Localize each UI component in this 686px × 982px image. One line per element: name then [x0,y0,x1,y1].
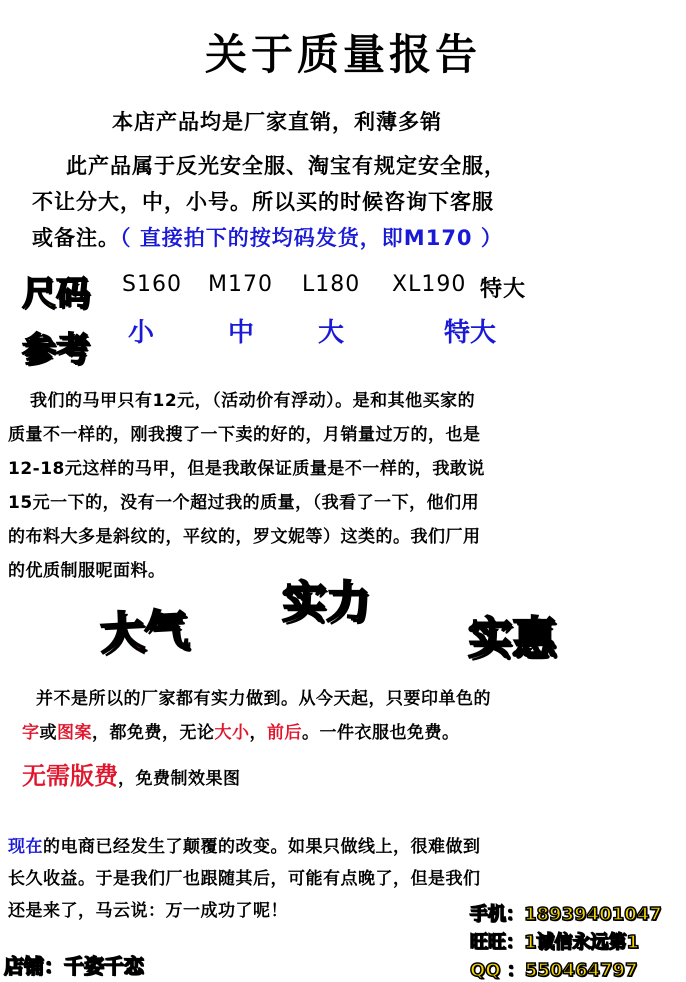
intro-note: （ 直接拍下的按均码发货，即M170 ） [120,226,503,250]
page-title: 关于质量报告 [204,30,481,79]
closing-line-3: 还是来了，马云说：万一成功了呢！ [8,901,288,921]
body-line: 15元一下的，没有一个超过我的质量，（我看了一下，他们用 [8,493,480,513]
intro-line-2: 此产品属于反光安全服、淘宝有规定安全服， [66,154,506,178]
contact-wangwang: 旺旺：1诚信永远第1 [470,932,640,953]
size-label: 尺码 [22,274,90,314]
print-line-2 [22,718,460,743]
print-line-1: 并不是所以的厂家都有实力做到。从今天起，只要印单色的 [36,689,491,709]
shop-name: 店铺：千姿千恋 [4,954,144,978]
slogan-shihui: 实惠 [468,613,556,664]
print-text: 或 [39,723,57,743]
size-name: 中 [228,318,255,348]
size-code: L180 [302,272,361,297]
reference-label: 参考 [22,330,90,370]
print-text: ， [249,723,267,743]
size-code: M170 [208,272,273,297]
contact-phone: 手机：18939401047 [470,904,662,925]
closing-line-2: 长久收益。于是我们厂也跟随其后，可能有点晚了，但是我们 [8,869,481,889]
body-line: 12-18元这样的马甲，但是我敢保证质量是不一样的，我敢说 [8,459,485,479]
intro-line-3: 不让分大，中，小号。所以买的时候咨询下客服 [32,190,494,214]
closing-lead: 现在 [8,837,43,857]
size-code: S160 [122,272,182,297]
size-code: 特大 [480,277,527,302]
size-name: 大 [318,318,345,348]
closing-line-1 [8,832,481,857]
contact-qq: QQ ：550464797 [470,960,638,981]
print-text-word: 字 [22,723,40,743]
slogan-shili: 实力 [282,577,370,628]
body-line: 质量不一样的，刚我搜了一下卖的好的，月销量过万的，也是 [8,425,481,445]
body-line: 的布料大多是斜纹的，平纹的，罗文妮等）这类的。我们厂用 [8,527,481,547]
intro-line-1: 本店产品均是厂家直销，利薄多销 [112,110,442,134]
size-name: 特大 [444,318,497,348]
print-pattern-word: 图案 [57,723,92,743]
size-name: 小 [128,318,155,348]
print-text: ，都免费，无论 [92,723,215,743]
print-position-word: 前后 [267,723,302,743]
size-names [128,312,578,348]
free-plate-suffix: ，免费制效果图 [118,769,241,789]
free-plate-label: 无需版费 [22,762,118,790]
print-text: 。一件衣服也免费。 [302,723,460,743]
intro-line-4 [32,222,503,252]
body-line: 我们的马甲只有12元，（活动价有浮动）。是和其他买家的 [30,391,476,411]
closing-text: 的电商已经发生了颠覆的改变。如果只做线上，很难做到 [43,837,481,857]
size-codes [122,272,572,304]
size-code: XL190 [392,272,467,297]
free-plate-line [22,756,241,791]
slogan-daqi: 大气 [98,604,190,661]
body-line: 的优质制服呢面料。 [8,561,166,581]
intro-line-4-text: 或备注。 [32,226,120,250]
print-size-word: 大小 [214,723,250,743]
